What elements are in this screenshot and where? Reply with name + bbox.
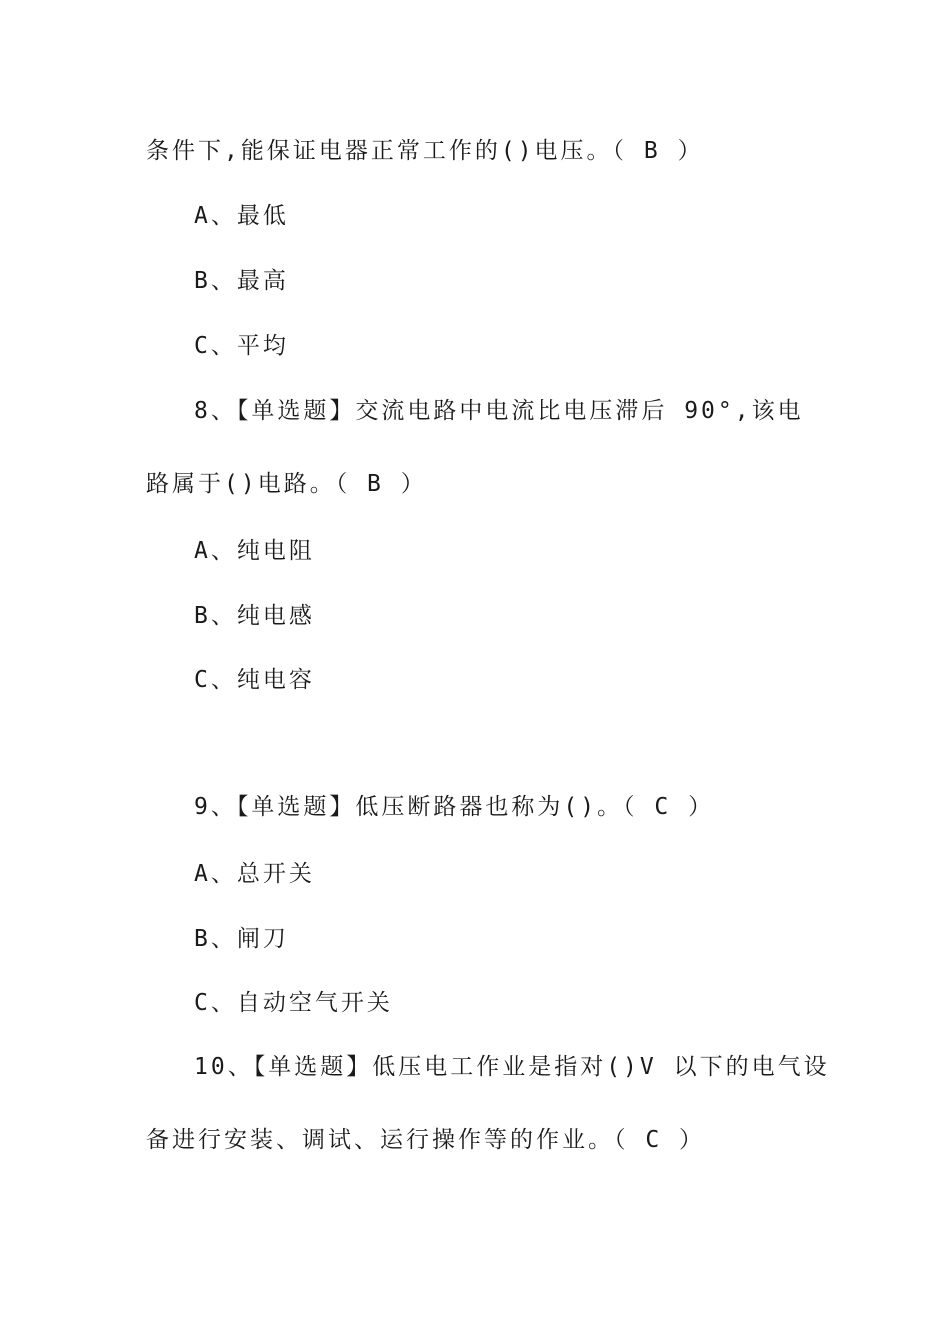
question-10-stem: 10、【单选题】低压电工作业是指对()V 以下的电气设 — [194, 1054, 830, 1080]
question-10-continuation: 备进行安装、调试、运行操作等的作业。（ C ） — [146, 1127, 706, 1153]
option-c: C、自动空气开关 — [194, 990, 393, 1016]
option-a: A、总开关 — [194, 861, 315, 887]
option-b: B、最高 — [194, 268, 289, 294]
question-9-stem: 9、【单选题】低压断路器也称为()。（ C ） — [194, 794, 715, 820]
option-a: A、纯电阻 — [194, 538, 315, 564]
option-b: B、闸刀 — [194, 926, 289, 952]
question-7-continuation: 条件下,能保证电器正常工作的()电压。（ B ） — [146, 138, 704, 164]
option-a: A、最低 — [194, 203, 289, 229]
question-8-continuation: 路属于()电路。（ B ） — [146, 471, 427, 497]
option-c: C、平均 — [194, 333, 289, 359]
option-b: B、纯电感 — [194, 603, 315, 629]
option-c: C、纯电容 — [194, 667, 315, 693]
question-8-stem: 8、【单选题】交流电路中电流比电压滞后 90°,该电 — [194, 398, 804, 424]
